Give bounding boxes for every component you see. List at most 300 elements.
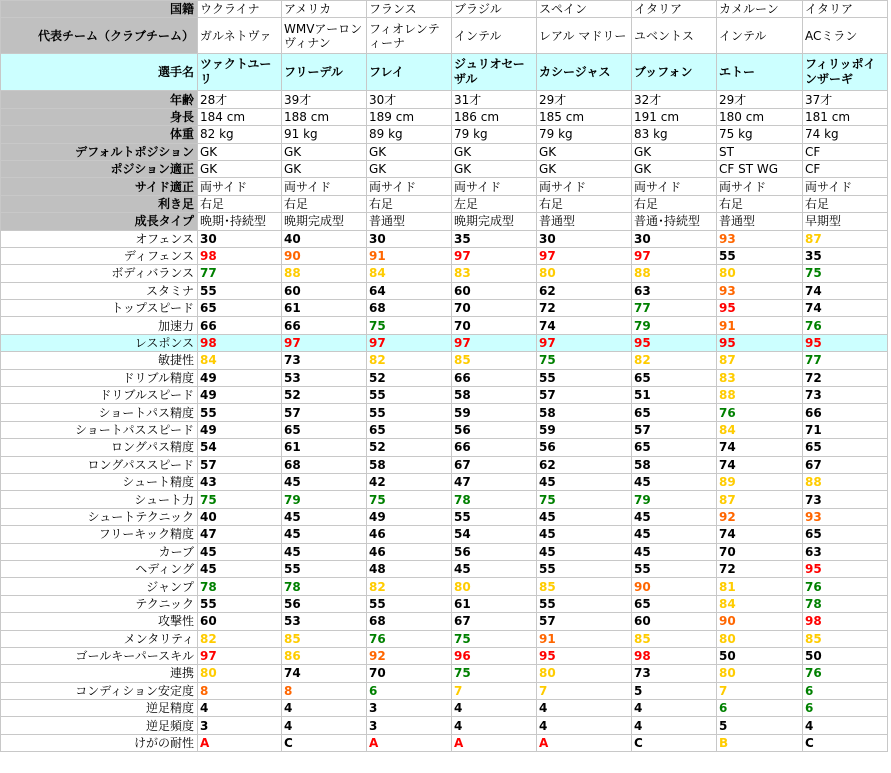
stat-value[interactable]: 4 [282, 717, 367, 734]
stat-value[interactable]: 72 [803, 369, 888, 386]
header-cell[interactable]: ACミラン [803, 18, 888, 54]
header-cell[interactable]: 191 cm [632, 108, 717, 125]
stat-value[interactable]: 51 [632, 387, 717, 404]
stat-value[interactable]: 65 [282, 421, 367, 438]
stat-value[interactable]: 55 [198, 595, 282, 612]
stat-value[interactable]: 57 [282, 404, 367, 421]
stat-value[interactable]: 35 [452, 230, 537, 247]
stat-label[interactable]: けがの耐性 [1, 734, 198, 751]
stat-label[interactable]: レスポンス [1, 334, 198, 351]
stat-value[interactable]: 45 [632, 526, 717, 543]
header-cell[interactable]: ブッフォン [632, 54, 717, 91]
header-cell[interactable]: フリーデル [282, 54, 367, 91]
stat-value[interactable]: 4 [537, 700, 632, 717]
header-cell[interactable]: GK [282, 143, 367, 160]
header-cell[interactable]: 晩期完成型 [452, 213, 537, 230]
row-label[interactable]: サイド適正 [1, 178, 198, 195]
header-cell[interactable]: インテル [717, 18, 803, 54]
stat-value[interactable]: 55 [367, 387, 452, 404]
stat-value[interactable]: 67 [452, 456, 537, 473]
stat-label[interactable]: ボディバランス [1, 265, 198, 282]
header-cell[interactable]: 晩期完成型 [282, 213, 367, 230]
stat-value[interactable]: 82 [367, 352, 452, 369]
stat-value[interactable]: 79 [282, 491, 367, 508]
stat-value[interactable]: 4 [198, 700, 282, 717]
stat-value[interactable]: 53 [282, 613, 367, 630]
stat-value[interactable]: 85 [632, 630, 717, 647]
stat-value[interactable]: 4 [282, 700, 367, 717]
stat-value[interactable]: 68 [367, 300, 452, 317]
stat-label[interactable]: ショートパス精度 [1, 404, 198, 421]
header-cell[interactable]: スペイン [537, 1, 632, 18]
stat-value[interactable]: 3 [198, 717, 282, 734]
stat-value[interactable]: 53 [282, 369, 367, 386]
stat-value[interactable]: 48 [367, 560, 452, 577]
stat-value[interactable]: 68 [282, 456, 367, 473]
stat-value[interactable]: B [717, 734, 803, 751]
header-cell[interactable]: WMVアーロンヴィナン [282, 18, 367, 54]
stat-value[interactable]: 78 [282, 578, 367, 595]
header-cell[interactable]: 30才 [367, 91, 452, 108]
stat-value[interactable]: 90 [632, 578, 717, 595]
stat-value[interactable]: 88 [803, 473, 888, 490]
stat-value[interactable]: 56 [282, 595, 367, 612]
stat-value[interactable]: 65 [198, 300, 282, 317]
stat-label[interactable]: テクニック [1, 595, 198, 612]
stat-value[interactable]: 77 [632, 300, 717, 317]
stat-value[interactable]: 98 [803, 613, 888, 630]
header-cell[interactable]: 39才 [282, 91, 367, 108]
stat-value[interactable]: 67 [452, 613, 537, 630]
header-cell[interactable]: 右足 [632, 195, 717, 212]
header-cell[interactable]: 79 kg [537, 126, 632, 143]
header-cell[interactable]: CF ST WG [717, 160, 803, 177]
stat-value[interactable]: 72 [717, 560, 803, 577]
stat-value[interactable]: 85 [452, 352, 537, 369]
stat-label[interactable]: 敏捷性 [1, 352, 198, 369]
stat-value[interactable]: 75 [537, 352, 632, 369]
stat-value[interactable]: 8 [282, 682, 367, 699]
stat-value[interactable]: 67 [803, 456, 888, 473]
stat-value[interactable]: 80 [198, 665, 282, 682]
stat-value[interactable]: 75 [367, 491, 452, 508]
header-cell[interactable]: 普通型 [717, 213, 803, 230]
header-cell[interactable]: 両サイド [452, 178, 537, 195]
stat-label[interactable]: スタミナ [1, 282, 198, 299]
row-label[interactable]: 年齢 [1, 91, 198, 108]
stat-value[interactable]: 6 [367, 682, 452, 699]
header-cell[interactable]: 右足 [367, 195, 452, 212]
stat-value[interactable]: 88 [632, 265, 717, 282]
stat-value[interactable]: 60 [452, 282, 537, 299]
stat-label[interactable]: カーブ [1, 543, 198, 560]
stat-value[interactable]: 97 [452, 247, 537, 264]
header-cell[interactable]: 75 kg [717, 126, 803, 143]
header-cell[interactable]: 31才 [452, 91, 537, 108]
stat-value[interactable]: 66 [452, 439, 537, 456]
stat-value[interactable]: 77 [198, 265, 282, 282]
stat-value[interactable]: 47 [198, 526, 282, 543]
stat-value[interactable]: 63 [803, 543, 888, 560]
stat-label[interactable]: コンディション安定度 [1, 682, 198, 699]
header-cell[interactable]: イタリア [803, 1, 888, 18]
row-label[interactable]: 選手名 [1, 54, 198, 91]
stat-value[interactable]: 91 [717, 317, 803, 334]
stat-value[interactable]: 79 [632, 317, 717, 334]
stat-value[interactable]: 78 [803, 595, 888, 612]
stat-value[interactable]: 82 [632, 352, 717, 369]
stat-value[interactable]: 66 [198, 317, 282, 334]
stat-value[interactable]: 6 [803, 700, 888, 717]
stat-value[interactable]: 58 [537, 404, 632, 421]
header-cell[interactable]: ウクライナ [198, 1, 282, 18]
stat-value[interactable]: 5 [632, 682, 717, 699]
header-cell[interactable]: 29才 [717, 91, 803, 108]
stat-value[interactable]: 97 [537, 334, 632, 351]
stat-value[interactable]: 95 [537, 647, 632, 664]
stat-value[interactable]: 59 [537, 421, 632, 438]
header-cell[interactable]: 82 kg [198, 126, 282, 143]
stat-value[interactable]: 92 [367, 647, 452, 664]
header-cell[interactable]: 91 kg [282, 126, 367, 143]
stat-value[interactable]: 66 [452, 369, 537, 386]
row-label[interactable]: 身長 [1, 108, 198, 125]
stat-value[interactable]: 65 [803, 526, 888, 543]
header-cell[interactable]: 37才 [803, 91, 888, 108]
stat-value[interactable]: 55 [537, 369, 632, 386]
stat-value[interactable]: 55 [717, 247, 803, 264]
header-cell[interactable]: 両サイド [803, 178, 888, 195]
stat-value[interactable]: 49 [198, 369, 282, 386]
stat-label[interactable]: シュートテクニック [1, 508, 198, 525]
stat-value[interactable]: 74 [537, 317, 632, 334]
stat-value[interactable]: 82 [198, 630, 282, 647]
stat-label[interactable]: 加速力 [1, 317, 198, 334]
stat-value[interactable]: 76 [717, 404, 803, 421]
stat-value[interactable]: 85 [537, 578, 632, 595]
header-cell[interactable]: 右足 [198, 195, 282, 212]
stat-value[interactable]: 50 [803, 647, 888, 664]
header-cell[interactable]: 両サイド [537, 178, 632, 195]
stat-value[interactable]: 3 [367, 700, 452, 717]
header-cell[interactable]: GK [367, 160, 452, 177]
stat-value[interactable]: 79 [632, 491, 717, 508]
header-cell[interactable]: ST [717, 143, 803, 160]
stat-value[interactable]: 4 [537, 717, 632, 734]
stat-value[interactable]: 58 [632, 456, 717, 473]
stat-value[interactable]: 55 [632, 560, 717, 577]
stat-value[interactable]: 89 [717, 473, 803, 490]
stat-label[interactable]: ドリブル精度 [1, 369, 198, 386]
stat-value[interactable]: 97 [282, 334, 367, 351]
header-cell[interactable]: CF [803, 160, 888, 177]
stat-value[interactable]: 98 [198, 247, 282, 264]
stat-value[interactable]: 4 [452, 717, 537, 734]
stat-value[interactable]: 98 [198, 334, 282, 351]
stat-value[interactable]: 5 [717, 717, 803, 734]
stat-value[interactable]: 65 [632, 369, 717, 386]
stat-value[interactable]: 75 [452, 630, 537, 647]
stat-value[interactable]: 46 [367, 543, 452, 560]
header-cell[interactable]: イタリア [632, 1, 717, 18]
stat-value[interactable]: 80 [717, 630, 803, 647]
stat-value[interactable]: 56 [452, 543, 537, 560]
stat-value[interactable]: 65 [632, 404, 717, 421]
stat-value[interactable]: 55 [537, 595, 632, 612]
stat-value[interactable]: 42 [367, 473, 452, 490]
stat-value[interactable]: 45 [198, 560, 282, 577]
stat-value[interactable]: 55 [198, 282, 282, 299]
stat-value[interactable]: 45 [537, 526, 632, 543]
stat-value[interactable]: 80 [717, 665, 803, 682]
header-cell[interactable]: フィリッポインザーギ [803, 54, 888, 91]
header-cell[interactable]: 右足 [537, 195, 632, 212]
header-cell[interactable]: GK [632, 160, 717, 177]
header-cell[interactable]: エトー [717, 54, 803, 91]
stat-value[interactable]: A [452, 734, 537, 751]
stat-value[interactable]: 45 [198, 543, 282, 560]
stat-value[interactable]: 57 [537, 613, 632, 630]
header-cell[interactable]: GK [452, 143, 537, 160]
stat-value[interactable]: 3 [367, 717, 452, 734]
stat-label[interactable]: 連携 [1, 665, 198, 682]
stat-value[interactable]: 76 [803, 665, 888, 682]
stat-value[interactable]: 45 [632, 473, 717, 490]
stat-value[interactable]: 7 [452, 682, 537, 699]
stat-label[interactable]: トップスピード [1, 300, 198, 317]
stat-value[interactable]: 60 [282, 282, 367, 299]
stat-value[interactable]: 6 [717, 700, 803, 717]
header-cell[interactable]: ブラジル [452, 1, 537, 18]
stat-value[interactable]: 4 [632, 700, 717, 717]
stat-value[interactable]: 97 [367, 334, 452, 351]
stat-value[interactable]: 87 [717, 352, 803, 369]
stat-value[interactable]: 64 [367, 282, 452, 299]
stat-label[interactable]: メンタリティ [1, 630, 198, 647]
stat-value[interactable]: 74 [717, 439, 803, 456]
header-cell[interactable]: 早期型 [803, 213, 888, 230]
stat-label[interactable]: 逆足頻度 [1, 717, 198, 734]
stat-value[interactable]: 91 [367, 247, 452, 264]
header-cell[interactable]: レアル マドリー [537, 18, 632, 54]
header-cell[interactable]: ユベントス [632, 18, 717, 54]
header-cell[interactable]: 189 cm [367, 108, 452, 125]
stat-value[interactable]: 61 [282, 439, 367, 456]
header-cell[interactable]: 186 cm [452, 108, 537, 125]
stat-label[interactable]: ロングパス精度 [1, 439, 198, 456]
stat-value[interactable]: 63 [632, 282, 717, 299]
stat-value[interactable]: 55 [198, 404, 282, 421]
stat-value[interactable]: 35 [803, 247, 888, 264]
stat-value[interactable]: 70 [717, 543, 803, 560]
stat-value[interactable]: 62 [537, 456, 632, 473]
row-label[interactable]: 成長タイプ [1, 213, 198, 230]
stat-value[interactable]: 75 [367, 317, 452, 334]
header-cell[interactable]: 184 cm [198, 108, 282, 125]
header-cell[interactable]: 普通型 [367, 213, 452, 230]
header-cell[interactable]: 28才 [198, 91, 282, 108]
row-label[interactable]: デフォルトポジション [1, 143, 198, 160]
stat-value[interactable]: 45 [282, 543, 367, 560]
stat-value[interactable]: 30 [367, 230, 452, 247]
stat-value[interactable]: 82 [367, 578, 452, 595]
stat-value[interactable]: 49 [198, 421, 282, 438]
stat-value[interactable]: 49 [367, 508, 452, 525]
stat-value[interactable]: 52 [282, 387, 367, 404]
stat-value[interactable]: 77 [803, 352, 888, 369]
stat-value[interactable]: 7 [717, 682, 803, 699]
stat-value[interactable]: 88 [717, 387, 803, 404]
stat-value[interactable]: 81 [717, 578, 803, 595]
stat-label[interactable]: ドリブルスピード [1, 387, 198, 404]
stat-value[interactable]: 4 [803, 717, 888, 734]
header-cell[interactable]: 89 kg [367, 126, 452, 143]
stat-value[interactable]: 57 [198, 456, 282, 473]
header-cell[interactable]: 両サイド [632, 178, 717, 195]
stat-value[interactable]: 65 [803, 439, 888, 456]
stat-value[interactable]: 6 [803, 682, 888, 699]
stat-value[interactable]: 45 [537, 508, 632, 525]
stat-value[interactable]: 58 [367, 456, 452, 473]
header-cell[interactable]: 両サイド [282, 178, 367, 195]
stat-value[interactable]: 73 [803, 387, 888, 404]
stat-value[interactable]: 30 [632, 230, 717, 247]
stat-value[interactable]: 49 [198, 387, 282, 404]
stat-value[interactable]: 74 [803, 282, 888, 299]
stat-value[interactable]: 84 [198, 352, 282, 369]
header-cell[interactable]: 32才 [632, 91, 717, 108]
stat-value[interactable]: C [803, 734, 888, 751]
row-label[interactable]: 代表チーム（クラブチーム） [1, 18, 198, 54]
stat-value[interactable]: 95 [632, 334, 717, 351]
stat-value[interactable]: 40 [198, 508, 282, 525]
stat-value[interactable]: 80 [452, 578, 537, 595]
row-label[interactable]: 利き足 [1, 195, 198, 212]
stat-label[interactable]: オフェンス [1, 230, 198, 247]
stat-value[interactable]: 45 [537, 543, 632, 560]
stat-value[interactable]: 88 [282, 265, 367, 282]
header-cell[interactable]: 両サイド [717, 178, 803, 195]
header-cell[interactable]: 29才 [537, 91, 632, 108]
stat-value[interactable]: 80 [717, 265, 803, 282]
stat-value[interactable]: 78 [452, 491, 537, 508]
header-cell[interactable]: フランス [367, 1, 452, 18]
stat-value[interactable]: 80 [537, 265, 632, 282]
stat-value[interactable]: 97 [452, 334, 537, 351]
stat-value[interactable]: 58 [452, 387, 537, 404]
stat-label[interactable]: 攻撃性 [1, 613, 198, 630]
stat-value[interactable]: 8 [198, 682, 282, 699]
header-cell[interactable]: 188 cm [282, 108, 367, 125]
stat-value[interactable]: 75 [198, 491, 282, 508]
stat-value[interactable]: 91 [537, 630, 632, 647]
stat-value[interactable]: 85 [282, 630, 367, 647]
header-cell[interactable]: GK [282, 160, 367, 177]
stat-value[interactable]: 57 [537, 387, 632, 404]
stat-value[interactable]: 75 [803, 265, 888, 282]
stat-value[interactable]: 47 [452, 473, 537, 490]
stat-value[interactable]: 85 [803, 630, 888, 647]
header-cell[interactable]: 晩期･持続型 [198, 213, 282, 230]
header-cell[interactable]: 両サイド [367, 178, 452, 195]
stat-value[interactable]: 45 [452, 560, 537, 577]
stat-label[interactable]: フリーキック精度 [1, 526, 198, 543]
stat-value[interactable]: C [282, 734, 367, 751]
header-cell[interactable]: 普通･持続型 [632, 213, 717, 230]
stat-label[interactable]: シュート力 [1, 491, 198, 508]
stat-value[interactable]: 66 [282, 317, 367, 334]
stat-value[interactable]: 52 [367, 439, 452, 456]
stat-value[interactable]: 74 [717, 526, 803, 543]
header-cell[interactable]: 79 kg [452, 126, 537, 143]
stat-value[interactable]: 4 [632, 717, 717, 734]
stat-value[interactable]: 90 [282, 247, 367, 264]
stat-value[interactable]: 75 [537, 491, 632, 508]
row-label[interactable]: 体重 [1, 126, 198, 143]
stat-value[interactable]: 55 [282, 560, 367, 577]
stat-value[interactable]: 76 [367, 630, 452, 647]
header-cell[interactable]: インテル [452, 18, 537, 54]
header-cell[interactable]: GK [537, 160, 632, 177]
stat-value[interactable]: 56 [452, 421, 537, 438]
header-cell[interactable]: 185 cm [537, 108, 632, 125]
stat-value[interactable]: 52 [367, 369, 452, 386]
stat-value[interactable]: 73 [803, 491, 888, 508]
stat-value[interactable]: 98 [632, 647, 717, 664]
stat-label[interactable]: ディフェンス [1, 247, 198, 264]
header-cell[interactable]: ガルネトヴァ [198, 18, 282, 54]
stat-value[interactable]: 92 [717, 508, 803, 525]
stat-value[interactable]: 70 [452, 317, 537, 334]
stat-value[interactable]: 65 [632, 595, 717, 612]
stat-value[interactable]: C [632, 734, 717, 751]
stat-value[interactable]: 55 [452, 508, 537, 525]
header-cell[interactable]: カメルーン [717, 1, 803, 18]
stat-value[interactable]: 30 [537, 230, 632, 247]
stat-value[interactable]: 83 [717, 369, 803, 386]
stat-value[interactable]: 40 [282, 230, 367, 247]
stat-value[interactable]: 61 [452, 595, 537, 612]
header-cell[interactable]: GK [198, 143, 282, 160]
stat-label[interactable]: ジャンプ [1, 578, 198, 595]
stat-value[interactable]: 95 [717, 300, 803, 317]
stat-value[interactable]: 87 [717, 491, 803, 508]
header-cell[interactable]: ジュリオセーザル [452, 54, 537, 91]
header-cell[interactable]: フィオレンティーナ [367, 18, 452, 54]
stat-value[interactable]: 74 [717, 456, 803, 473]
stat-value[interactable]: 84 [717, 421, 803, 438]
header-cell[interactable]: 普通型 [537, 213, 632, 230]
stat-value[interactable]: 83 [452, 265, 537, 282]
stat-value[interactable]: 61 [282, 300, 367, 317]
stat-value[interactable]: 57 [632, 421, 717, 438]
header-cell[interactable]: GK [367, 143, 452, 160]
stat-value[interactable]: 45 [537, 473, 632, 490]
header-cell[interactable]: GK [537, 143, 632, 160]
stat-value[interactable]: 68 [367, 613, 452, 630]
stat-value[interactable]: 97 [632, 247, 717, 264]
stat-value[interactable]: 93 [717, 282, 803, 299]
stat-label[interactable]: ロングパススピード [1, 456, 198, 473]
header-cell[interactable]: 右足 [717, 195, 803, 212]
header-cell[interactable]: 左足 [452, 195, 537, 212]
stat-value[interactable]: 74 [803, 300, 888, 317]
header-cell[interactable]: GK [632, 143, 717, 160]
stat-value[interactable]: 55 [367, 404, 452, 421]
stat-value[interactable]: 54 [452, 526, 537, 543]
stat-value[interactable]: 45 [632, 508, 717, 525]
stat-label[interactable]: 逆足精度 [1, 700, 198, 717]
